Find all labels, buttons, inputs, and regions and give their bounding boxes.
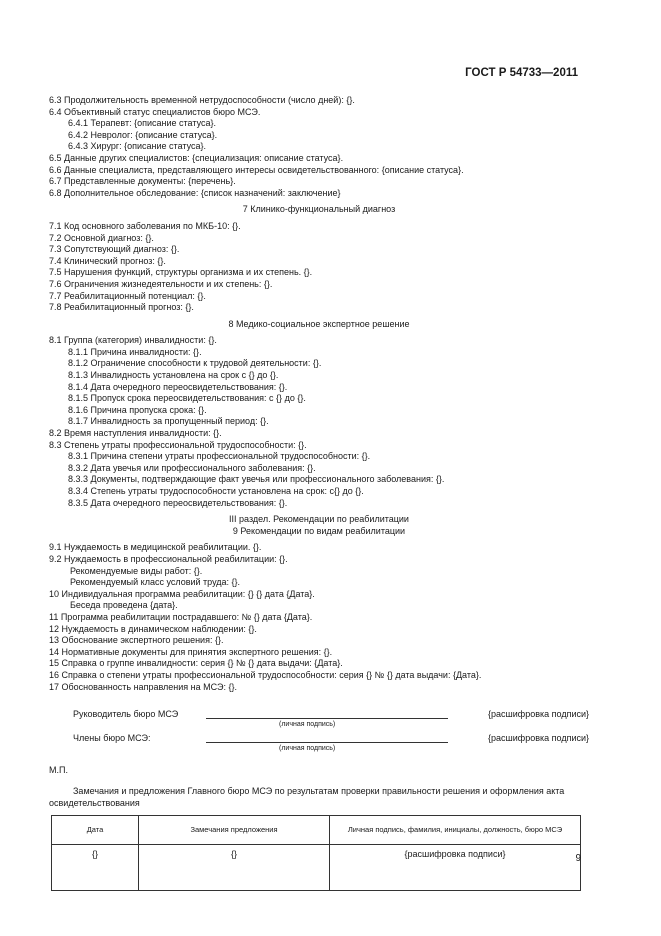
list-item: 8.3.3 Документы, подтверждающие факт увечья или профессионального заболевания: {}. — [68, 474, 445, 485]
heading-section-3: III раздел. Рекомендации по реабилитации — [229, 514, 409, 525]
list-item: 8.2 Время наступления инвалидности: {}. — [49, 428, 222, 439]
list-item: Рекомендуемый класс условий труда: {}. — [70, 577, 241, 588]
list-item: 15 Справка о группе инвалидности: серия {} № {} дата выдачи: {Дата}. — [49, 658, 343, 669]
list-item: 7.3 Сопутствующий диагноз: {}. — [49, 244, 180, 255]
list-item: 16 Справка о степени утраты профессиональной трудоспособности: серия {} № {} дата выдачи: {Дата}. — [49, 669, 482, 680]
section-9-list — [49, 542, 589, 693]
list-item: Беседа проведена {дата}. — [70, 600, 178, 611]
col-signature: Личная подпись, фамилия, инициалы, должность, бюро МСЭ — [330, 815, 581, 844]
list-item: 14 Нормативные документы для принятия экспертного решения: {}. — [49, 646, 333, 657]
list-item: 8.3.4 Степень утраты трудоспособности установлена на срок: с{} до {}. — [68, 486, 364, 496]
list-item: 8.3.1 Причина степени утраты профессиональной трудоспособности: {}. — [68, 451, 371, 462]
list-item: 6.3 Продолжительность временной нетрудоспособности (число дней): {}. — [49, 95, 355, 105]
list-item: 8.1.6 Причина пропуска срока: {}. — [68, 404, 207, 415]
list-item: 6.6 Данные специалиста, представляющего интересы освидетельствованного: {описание статуса}. — [49, 164, 464, 175]
col-remarks: Замечания предложения — [139, 815, 330, 844]
cell-date: {} — [52, 844, 139, 890]
signature-decode: {расшифровка подписи} — [488, 709, 589, 720]
signature-caption: (личная подпись) — [279, 745, 336, 753]
cell-signature: {расшифровка подписи} — [330, 844, 581, 890]
col-date: Дата — [52, 815, 139, 844]
list-item: 10 Индивидуальная программа реабилитации: {} {} дата {Дата}. — [49, 588, 315, 599]
signature-line — [206, 718, 448, 719]
list-item: 12 Нуждаемость в динамическом наблюдении: {}. — [49, 623, 257, 634]
cell-remarks: {} — [139, 844, 330, 890]
list-item: 8.1.5 Пропуск срока переосвидетельствования: с {} до {}. — [68, 393, 306, 404]
list-item: 7.4 Клинический прогноз: {}. — [49, 255, 166, 266]
signature-members — [49, 733, 589, 757]
list-item: 8.1.3 Инвалидность установлена на срок с {} до {}. — [68, 370, 279, 381]
list-item: 6.4 Объективный статус специалистов бюро МСЭ. — [49, 106, 261, 117]
stamp-label: М.П. — [49, 765, 68, 776]
list-item: 17 Обоснованность направления на МСЭ: {}. — [49, 681, 238, 692]
heading-7: 7 Клинико-функциональный диагноз — [242, 204, 396, 215]
list-item: 7.8 Реабилитационный прогноз: {}. — [49, 302, 194, 313]
list-item: 7.2 Основной диагноз: {}. — [49, 232, 154, 243]
list-item: Рекомендуемые виды работ: {}. — [70, 565, 203, 576]
list-item: 6.4.3 Хирург: {описание статуса}. — [68, 141, 207, 152]
table-row — [52, 844, 581, 890]
page-number: 9 — [575, 853, 581, 864]
list-item: 11 Программа реабилитации пострадавшего: № {} дата {Дата}. — [49, 611, 313, 622]
signature-caption: (личная подпись) — [279, 721, 336, 729]
list-item: 8.3 Степень утраты профессиональной трудоспособности: {}. — [49, 439, 307, 450]
list-item: 9.1 Нуждаемость в медицинской реабилитации. {}. — [49, 542, 262, 553]
signature-decode: {расшифровка подписи} — [488, 733, 589, 744]
list-item: 6.8 Дополнительное обследование: {список назначений: заключение} — [49, 187, 341, 198]
list-item: 8.1.7 Инвалидность за пропущенный период: {}. — [68, 416, 269, 427]
list-item: 8.1.1 Причина инвалидности: {}. — [68, 346, 202, 357]
list-item: 9.2 Нуждаемость в профессиональной реабилитации: {}. — [49, 553, 288, 564]
members-label: Члены бюро МСЭ: — [73, 733, 151, 744]
list-item: 8.3.5 Дата очередного переосвидетельствования: {}. — [68, 497, 288, 508]
list-item: 8.1 Группа (категория) инвалидности: {}. — [49, 335, 217, 346]
list-item: 6.4.1 Терапевт: {описание статуса}. — [68, 118, 216, 129]
section-7-list — [49, 221, 589, 314]
list-item: 13 Обоснование экспертного решения: {}. — [49, 635, 224, 646]
section-6-list — [49, 95, 589, 199]
section-8-list — [49, 335, 589, 509]
signature-head — [49, 709, 589, 733]
list-item: 7.6 Ограничения жизнедеятельности и их степень: {}. — [49, 278, 273, 289]
heading-9: 9 Рекомендации по видам реабилитации — [232, 525, 406, 536]
remarks-table — [51, 815, 581, 891]
table-header-row — [52, 815, 581, 844]
head-label: Руководитель бюро МСЭ — [73, 709, 179, 720]
list-item: 7.7 Реабилитационный потенциал: {}. — [49, 290, 206, 301]
list-item: 8.1.2 Ограничение способности к трудовой деятельности: {}. — [68, 358, 322, 369]
list-item: 6.5 Данные других специалистов: {специализация: описание статуса}. — [49, 152, 344, 163]
heading-8: 8 Медико-социальное экспертное решение — [228, 318, 410, 329]
document-body — [49, 95, 589, 891]
document-code: ГОСТ Р 54733—2011 — [465, 67, 578, 79]
list-item: 7.5 Нарушения функций, структуры организма и их степень. {}. — [49, 267, 313, 278]
list-item: 8.1.4 Дата очередного переосвидетельствования: {}. — [68, 381, 288, 392]
list-item: 6.7 Представленные документы: {перечень}. — [49, 176, 236, 187]
list-item: 7.1 Код основного заболевания по МКБ-10: {}. — [49, 220, 241, 231]
list-item: 6.4.2 Невролог: {описание статуса}. — [68, 129, 218, 140]
signature-line — [206, 742, 448, 743]
list-item: 8.3.2 Дата увечья или профессионального заболевания: {}. — [68, 462, 316, 473]
remarks-paragraph: Замечания и предложения Главного бюро МСЭ по результатам проверки правильности решения и оформления акта освидетельствования — [49, 785, 565, 808]
